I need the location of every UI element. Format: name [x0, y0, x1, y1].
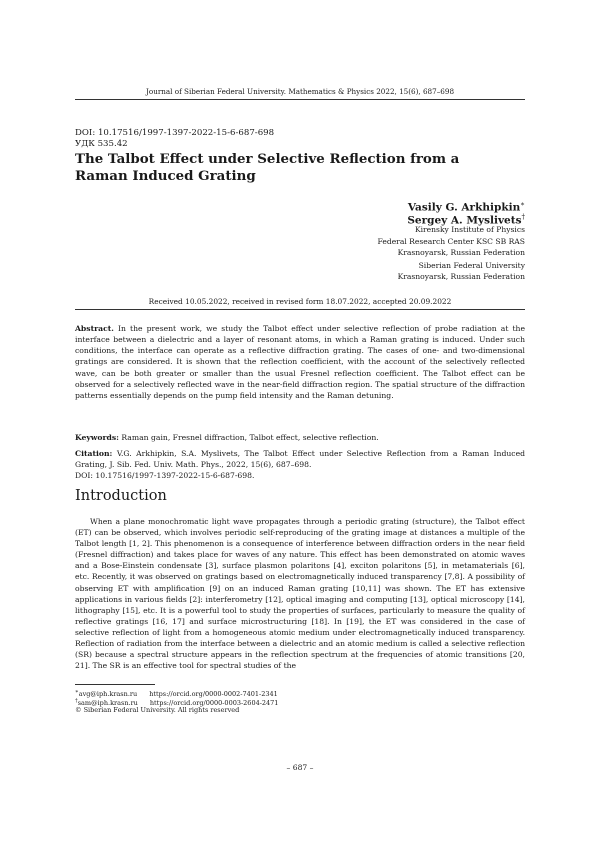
- author-1-mark: ∗: [520, 200, 525, 208]
- affiliation-line: Kirensky Institute of Physics: [414, 225, 525, 234]
- keywords-label: Keywords:: [75, 433, 119, 442]
- doi-line: DOI: 10.17516/1997-1397-2022-15-6-687-698: [75, 128, 275, 138]
- page-number: – 687 –: [286, 763, 314, 772]
- affiliation-line: Krasnoyarsk, Russian Federation: [397, 272, 525, 281]
- author-2-name: Sergey A. Myslivets: [407, 214, 522, 227]
- header-rule: [75, 99, 525, 100]
- footnote-1-mark: ∗: [75, 689, 79, 695]
- citation: [75, 448, 525, 482]
- section-heading-introduction: Introduction: [75, 488, 167, 504]
- citation-doi: DOI: 10.17516/1997-1397-2022-15-6-687-698.: [75, 471, 255, 481]
- introduction-paragraph: When a plane monochromatic light wave propagates through a periodic grating (structure), the Talbot effect (ET) can be observed, which involves periodic self-reproducing of the grating image at distances a multiple of the Talbot length [1, 2]. This phenomenon is a consequence of interference between diffraction orders in the near field (Fresnel diffraction) and takes place for waves of any nature. This effect has been demonstrated on atomic waves and a Bose-Einstein condensate [3], surface plasmon polaritons [4], exciton polaritons [5], in metamaterials [6], etc. Recently, it was observed on gratings based on electromagnetically induced transparency [7,8]. A possibility of observing ET with amplification [9] on an induced Raman grating [10,11] was shown. The ET has extensive applications in various fields [2]: interferometry [12], optical imaging and computing [13], optical microscopy [14], lithography [15], etc. It is a powerful tool to study the properties of surfaces, particularly to measure the quality of reflective gratings [16, 17] and surface microstructuring [18]. In [19], the ET was considered in the case of selective reflection of light from a homogeneous atomic medium under electromagnetically induced transparency. Reflection of radiation from the interface between a dielectric and an atomic medium is called a selective reflection (SR) because a spectral structure appears in the reflection spectrum at the frequencies of atomic transitions [20, 21]. The SR is an effective tool for spectral studies of the: [75, 517, 525, 671]
- footnote-1-orcid[interactable]: https://orcid.org/0000-0002-7401-2341: [149, 690, 278, 699]
- abstract-label: Abstract.: [75, 324, 114, 333]
- footnote-rule: [75, 684, 155, 685]
- abstract-text: In the present work, we study the Talbot effect under selective reflection of probe radiation at the interface between a dielectric and a layer of resonant atoms, in which a Raman grating is induced. Under such conditions, the interface can operate as a reflective diffraction grating. The cases of one- and two-dimensional gratings are considered. It is shown that the reflection coefficient, with the account of the selectively reflected wave, can be both greater or smaller than the usual Fresnel reflection coefficient. The Talbot effect can be observed for a selectively reflected wave in the near-field diffraction region. The spatial structure of the diffraction patterns essentially depends on the pump field intensity and the Raman detuning.: [75, 324, 525, 400]
- footnote-1-email[interactable]: avg@iph.krasn.ru: [78, 690, 138, 699]
- paper-title: The Talbot Effect under Selective Reflection from a Raman Induced Grating: [75, 151, 460, 184]
- keywords: [75, 432, 525, 443]
- affiliation-line: Siberian Federal University: [418, 260, 525, 270]
- author-1-name: Vasily G. Arkhipkin: [407, 201, 521, 214]
- footnote-2-orcid[interactable]: https://orcid.org/0000-0003-2604-2471: [149, 699, 279, 708]
- received-dates: Received 10.05.2022, received in revised form 18.07.2022, accepted 20.09.2022: [148, 297, 452, 306]
- author-2-mark: †: [521, 213, 525, 221]
- affiliation-line: Krasnoyarsk, Russian Federation: [397, 248, 525, 257]
- udk-line: УДК 535.42: [75, 139, 128, 149]
- abstract-top-rule: [75, 309, 525, 310]
- abstract: [75, 323, 525, 401]
- copyright-notice: © Siberian Federal University. All rights reserved: [75, 706, 240, 714]
- citation-text: V.G. Arkhipkin, S.A. Myslivets, The Talbot Effect under Selective Reflection from a Raman Induced Grating, J. Sib. Fed. Univ. Math. Phys., 2022, 15(6), 687–698.: [75, 449, 525, 470]
- footnote-2-email[interactable]: sam@iph.krasn.ru: [77, 699, 138, 708]
- citation-label: Citation:: [75, 449, 113, 458]
- affiliation-line: Federal Research Center KSC SB RAS: [377, 236, 525, 246]
- keywords-text: Raman gain, Fresnel diffraction, Talbot effect, selective reflection.: [121, 433, 379, 442]
- journal-header: Journal of Siberian Federal University. Mathematics & Physics 2022, 15(6), 687–698: [145, 87, 455, 96]
- footnote-2-mark: †: [75, 698, 78, 704]
